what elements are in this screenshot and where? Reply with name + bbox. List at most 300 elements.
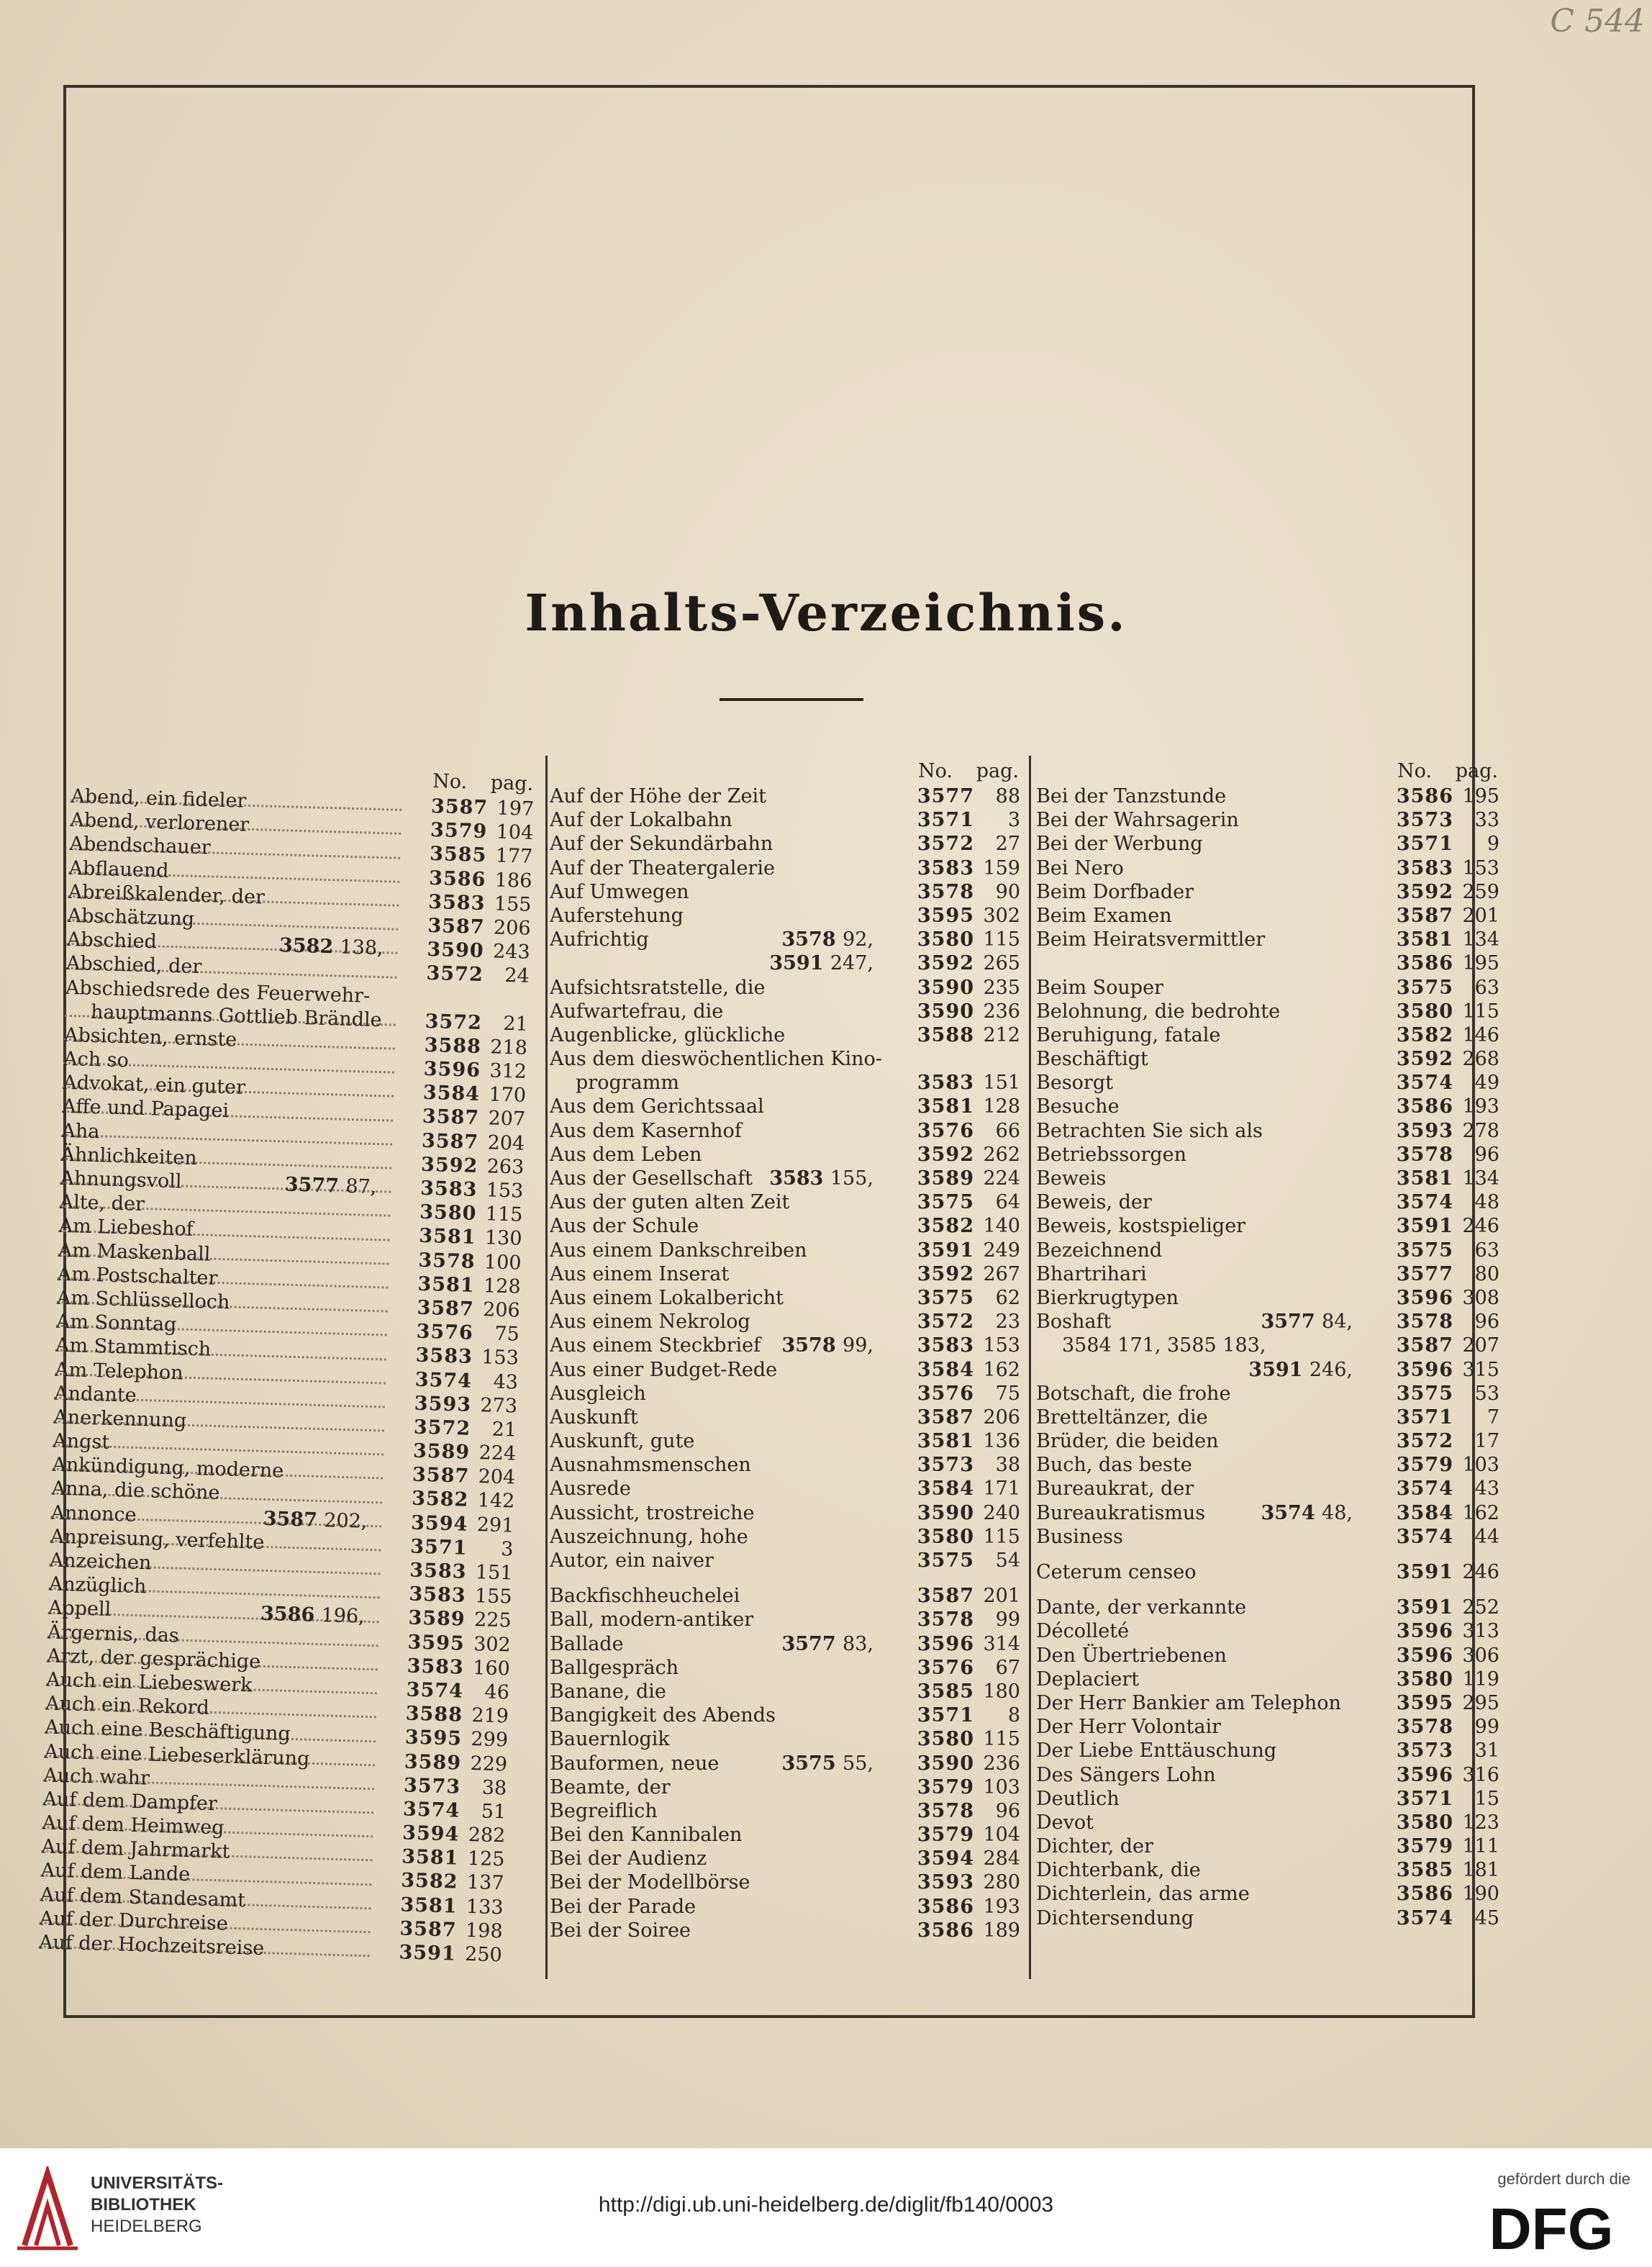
entry-title-text: Auch wahr — [42, 1764, 150, 1790]
entry-title — [550, 1775, 888, 1799]
index-entry — [550, 1071, 1025, 1095]
issue-number: 3579 — [1396, 1835, 1453, 1858]
entry-title-text: Bei Nero — [1036, 856, 1124, 879]
index-column-3 — [1036, 756, 1504, 1930]
entry-title-text: Anpreisung, verfehlte — [50, 1525, 265, 1554]
issue-number: 3594 — [410, 1511, 468, 1536]
entry-title-text: Auszeichnung, hohe — [550, 1525, 748, 1548]
issue-number: 3590 — [917, 1501, 974, 1524]
page-number: 62 — [995, 1286, 1020, 1309]
issue-number: 3596 — [917, 1632, 974, 1655]
entry-title — [550, 1919, 888, 1942]
permalink-url[interactable]: http://digi.ub.uni-heidelberg.de/diglit/fb140/0003 — [598, 2193, 1054, 2217]
index-entry — [1036, 1000, 1504, 1023]
issue-number: 3586 — [917, 1919, 974, 1942]
entry-title — [1036, 976, 1367, 1000]
entry-title-text: Dichterlein, das arme — [1036, 1883, 1250, 1906]
entry-title-text: Autor, ein naiver — [550, 1549, 714, 1572]
entry-title — [1036, 1000, 1367, 1023]
index-entry — [1036, 1560, 1504, 1584]
entry-extra-ref — [781, 1334, 873, 1357]
index-entry — [550, 1190, 1025, 1214]
index-entry — [550, 1501, 1025, 1525]
index-entry — [1036, 1406, 1504, 1429]
entry-title — [1036, 1047, 1367, 1071]
library-name-line: UNIVERSITÄTS- — [91, 2173, 224, 2193]
page-number: 243 — [492, 940, 531, 964]
page-number: 207 — [1462, 1334, 1499, 1357]
issue-number: 3589 — [917, 1167, 974, 1190]
page-number: 181 — [1462, 1859, 1499, 1882]
entry-title-text: Aus der Schule — [550, 1215, 699, 1238]
extra-page-number: 83, — [843, 1632, 873, 1655]
page-number: 3 — [500, 1537, 514, 1561]
issue-number: 3571 — [1396, 1787, 1453, 1810]
page-number: 17 — [1474, 1430, 1499, 1453]
entry-title — [550, 1870, 888, 1894]
entry-title-text: Bei der Soiree — [550, 1919, 691, 1942]
index-entry — [1036, 1262, 1504, 1286]
entry-title-text: Aus der Gesellschaft — [550, 1167, 753, 1190]
entry-title-text: Auf dem Lande — [40, 1859, 191, 1886]
page-number: 268 — [1462, 1048, 1499, 1071]
entry-title-text: Abreißkalender, der — [68, 880, 266, 909]
entry-title — [1036, 1619, 1367, 1643]
issue-number: 3595 — [407, 1631, 466, 1655]
issue-number: 3578 — [1396, 1311, 1453, 1334]
index-rows — [1036, 784, 1504, 1930]
page-number: 155 — [494, 892, 532, 916]
index-entry — [1036, 1190, 1504, 1214]
issue-number: 3581 — [417, 1272, 476, 1297]
index-entry — [1036, 1619, 1504, 1643]
index-entry — [550, 880, 1025, 904]
page-number: 170 — [489, 1083, 527, 1108]
entry-title — [550, 1453, 888, 1477]
issue-number: 3588 — [405, 1702, 463, 1727]
page-number: 259 — [1462, 880, 1499, 903]
extra-page-number: 84, — [1322, 1311, 1353, 1334]
entry-title-text: Auf der Hochzeitsreise — [38, 1931, 265, 1960]
issue-number: 3572 — [413, 1416, 471, 1440]
index-spacer — [1036, 1549, 1504, 1560]
entry-title — [550, 1047, 888, 1071]
entry-title — [1036, 1763, 1367, 1787]
page-number: 104 — [983, 1824, 1020, 1847]
entry-title — [550, 784, 888, 808]
entry-title — [1036, 1262, 1367, 1286]
issue-number: 3580 — [1396, 1000, 1453, 1023]
entry-extra-ref — [284, 1173, 376, 1200]
entry-title-text: Beruhigung, fatale — [1036, 1023, 1221, 1046]
issue-number: 3591 — [399, 1941, 457, 1965]
entry-extra-ref — [1261, 1310, 1353, 1334]
entry-title-text: Aufwartefrau, die — [550, 1000, 724, 1023]
entry-title — [1036, 1406, 1367, 1429]
index-spacer — [1036, 1584, 1504, 1596]
dfg-logo-icon — [1472, 2199, 1630, 2256]
entry-title-text: Ballgespräch — [550, 1656, 679, 1679]
index-entry — [550, 1119, 1025, 1143]
page-number: 142 — [477, 1489, 515, 1513]
page-number: 313 — [1462, 1620, 1499, 1643]
extra-page-number: 48, — [1322, 1501, 1353, 1524]
entry-title-text: Boshaft — [1036, 1311, 1112, 1334]
entry-title — [1036, 904, 1367, 928]
entry-title-text: Beweis, kostspieliger — [1036, 1215, 1246, 1238]
entry-title-text: Bei der Modellbörse — [550, 1871, 750, 1894]
entry-title-text: Bei der Audienz — [550, 1847, 707, 1870]
entry-title — [1036, 808, 1367, 832]
page-number: 3 — [1007, 809, 1020, 832]
index-entry — [550, 1429, 1025, 1453]
index-entry — [550, 1095, 1025, 1118]
page-number: 45 — [1474, 1906, 1499, 1929]
page-number: 103 — [1462, 1454, 1499, 1477]
entry-title-text: Angst — [52, 1429, 110, 1454]
entry-title — [1036, 1525, 1367, 1549]
issue-number: 3581 — [1396, 1167, 1453, 1190]
entry-title-text: Ball, modern-antiker — [550, 1608, 754, 1632]
extra-page-number: 92, — [843, 928, 873, 951]
entry-title — [550, 1214, 888, 1238]
entry-title-text: Bei der Wahrsagerin — [1036, 809, 1239, 832]
entry-title-text: 3584 171, 3585 183, — [1062, 1334, 1266, 1357]
entry-title — [1036, 1453, 1367, 1477]
page-number: 246 — [1462, 1215, 1499, 1238]
page-number: 151 — [983, 1072, 1020, 1095]
page-number: 193 — [983, 1895, 1020, 1918]
entry-title — [1036, 1906, 1367, 1930]
page-number: 206 — [983, 1406, 1020, 1429]
entry-title-text: Abend, verlorener — [70, 809, 250, 837]
index-entry — [1036, 1167, 1504, 1190]
entry-title-text: Auch eine Beschäftigung — [44, 1716, 291, 1746]
entry-title-text: Business — [1036, 1525, 1123, 1548]
page-number: 240 — [983, 1501, 1020, 1524]
index-entry — [1036, 880, 1504, 904]
issue-number: 3571 — [1396, 833, 1453, 856]
page-number: 189 — [983, 1919, 1020, 1942]
entry-title — [1036, 1239, 1367, 1262]
entry-title-text: Beim Dorfbader — [1036, 880, 1194, 903]
entry-title — [550, 976, 888, 1000]
entry-title-text: Auf der Höhe der Zeit — [550, 785, 766, 807]
issue-number: 3576 — [917, 1656, 974, 1679]
page-number: 206 — [482, 1298, 521, 1322]
entry-title — [550, 1071, 888, 1095]
entry-title — [550, 1584, 888, 1608]
entry-title-text: Der Liebe Enttäuschung — [1036, 1739, 1277, 1763]
extra-issue-number: 3578 — [781, 928, 836, 951]
entry-title — [550, 1680, 888, 1703]
index-entry — [1036, 1095, 1504, 1118]
issue-number: 3582 — [917, 1215, 974, 1238]
entry-title-text: Affe und Papagei — [61, 1095, 230, 1123]
page-number: 63 — [1474, 1239, 1499, 1262]
page-number: 195 — [1462, 952, 1499, 975]
page-number: 8 — [1007, 1704, 1020, 1727]
issue-number: 3582 — [1396, 1023, 1453, 1046]
issue-number: 3592 — [917, 952, 974, 975]
entry-title — [1036, 928, 1367, 951]
issue-number: 3582 — [400, 1869, 458, 1894]
page-number: 160 — [472, 1656, 511, 1680]
entry-title — [550, 1406, 888, 1429]
library-name-line: BIBLIOTHEK — [91, 2195, 196, 2214]
index-entry — [550, 1286, 1025, 1310]
issue-number: 3588 — [917, 1023, 974, 1046]
extra-issue-number: 3577 — [284, 1173, 340, 1198]
issue-number: 3573 — [917, 1454, 974, 1477]
issue-number: 3571 — [917, 809, 974, 832]
issue-number: 3583 — [917, 1334, 974, 1357]
entry-title-text: Abendschauer — [69, 833, 212, 859]
entry-extra-ref — [263, 1506, 368, 1533]
issue-number: 3580 — [1396, 1668, 1453, 1691]
entry-title-text: Auch eine Liebeserklärung — [43, 1739, 310, 1770]
index-entry — [550, 856, 1025, 880]
entry-title-text: Auferstehung — [550, 904, 684, 927]
page-number: 282 — [468, 1824, 506, 1847]
page-number: 134 — [1462, 1167, 1499, 1190]
entry-title — [1036, 856, 1367, 880]
column-header — [550, 756, 1025, 784]
index-entry — [550, 1406, 1025, 1429]
page-number: 224 — [478, 1442, 517, 1465]
index-entry — [550, 1919, 1025, 1942]
page-number: 302 — [473, 1632, 512, 1657]
entry-title-text: Am Postschalter — [57, 1262, 218, 1290]
page-number: 103 — [983, 1775, 1020, 1798]
entry-title-text: Beweis, der — [1036, 1191, 1152, 1214]
entry-title-text: Aussicht, trostreiche — [550, 1501, 755, 1524]
entry-title-text: Aus dem dieswöchentlichen Kino- — [550, 1048, 882, 1071]
extra-page-number: 87, — [345, 1175, 377, 1199]
entry-title-text: Aus einem Steckbrief — [550, 1334, 761, 1357]
issue-number: 3586 — [428, 866, 486, 891]
entry-title-text: Des Sängers Lohn — [1036, 1763, 1216, 1786]
entry-title-text: Ankündigung, moderne — [52, 1453, 284, 1483]
page-number: 99 — [995, 1608, 1020, 1632]
index-entry — [550, 1023, 1025, 1047]
index-rows — [38, 784, 538, 1968]
entry-title-text: Beweis — [1036, 1167, 1107, 1190]
index-column-2 — [550, 756, 1025, 1942]
issue-number: 3592 — [1396, 880, 1453, 903]
entry-title-text: hauptmanns Gottlieb Brändle — [90, 1000, 383, 1031]
index-entry — [1036, 1501, 1504, 1525]
page-number: 236 — [983, 1752, 1020, 1775]
issue-number: 3572 — [1396, 1430, 1453, 1453]
entry-title-text: Bei der Werbung — [1036, 833, 1203, 856]
entry-title-text: Der Herr Bankier am Telephon — [1036, 1691, 1341, 1714]
entry-title — [1036, 1882, 1367, 1906]
entry-title-text: Dichtersendung — [1036, 1906, 1194, 1929]
extra-page-number: 55, — [843, 1752, 873, 1775]
page-number: 218 — [489, 1036, 528, 1059]
page-number: 151 — [475, 1561, 513, 1585]
issue-number: 3593 — [1396, 1119, 1453, 1142]
entry-title-text: Anerkennung — [53, 1406, 187, 1432]
issue-number: 3583 — [407, 1655, 465, 1679]
extra-page-number: 202, — [323, 1508, 368, 1533]
entry-title-text: Beamte, der — [550, 1775, 671, 1798]
index-entry — [1036, 1119, 1504, 1143]
entry-title-text: Beim Examen — [1036, 904, 1172, 927]
page-number: 104 — [496, 820, 534, 845]
entry-title-text: Ausrede — [550, 1478, 631, 1501]
issue-number: 3596 — [423, 1057, 481, 1082]
issue-number: 3587 — [1396, 1334, 1453, 1357]
index-entry — [550, 808, 1025, 832]
page-number: 204 — [478, 1465, 516, 1489]
issue-number: 3593 — [414, 1392, 472, 1416]
entry-title-text: Dante, der verkannte — [1036, 1596, 1247, 1619]
index-entry — [1036, 1858, 1504, 1882]
issue-number: 3587 — [417, 1296, 475, 1321]
entry-title-text: Abschiedsrede des Feuerwehr- — [65, 976, 371, 1008]
index-entry — [1036, 1023, 1504, 1047]
page-number: 64 — [995, 1191, 1020, 1214]
entry-title-text: Brüder, die beiden — [1036, 1430, 1219, 1453]
page-number: 198 — [465, 1919, 504, 1943]
issue-number: 3595 — [404, 1726, 463, 1750]
issue-number: 3587 — [917, 1406, 974, 1429]
entry-title-text: Auf der Durchreise — [39, 1907, 229, 1935]
header-pag: pag. — [976, 760, 1019, 782]
issue-number: 3590 — [917, 976, 974, 999]
page-number: 96 — [995, 1799, 1020, 1822]
issue-number: 3581 — [917, 1095, 974, 1118]
entry-title-text: Dichterbank, die — [1036, 1859, 1201, 1882]
issue-number: 3590 — [427, 938, 485, 963]
index-entry — [550, 1799, 1025, 1823]
issue-number: 3578 — [418, 1249, 476, 1273]
entry-title-text: Botschaft, die frohe — [1036, 1382, 1231, 1405]
index-entry — [550, 1143, 1025, 1167]
page-number: 80 — [1474, 1262, 1499, 1285]
page-number: 153 — [983, 1334, 1020, 1357]
entry-title-text: Aus einem Lokalbericht — [550, 1286, 784, 1309]
entry-title — [1036, 1095, 1367, 1118]
entry-title — [550, 1525, 888, 1549]
page-number: 66 — [995, 1119, 1020, 1142]
entry-title-text: Am Stammtisch — [55, 1334, 212, 1362]
entry-title — [550, 1549, 888, 1573]
page-number: 33 — [1474, 809, 1499, 832]
page-number: 273 — [480, 1393, 518, 1418]
extra-page-number: 196, — [321, 1604, 366, 1629]
entry-title — [550, 1239, 888, 1262]
page-number: 171 — [983, 1478, 1020, 1501]
index-entry — [550, 1727, 1025, 1751]
index-entry — [550, 1823, 1025, 1847]
entry-title-text: Beim Souper — [1036, 976, 1163, 999]
page-number: 204 — [487, 1131, 525, 1155]
index-entry — [1036, 1668, 1504, 1691]
index-entry — [550, 1608, 1025, 1632]
entry-title — [550, 856, 888, 880]
index-entry — [1036, 1596, 1504, 1619]
index-entry — [1036, 904, 1504, 928]
entry-title-text: programm — [576, 1072, 679, 1095]
entry-title — [1036, 1143, 1367, 1167]
page-number: 49 — [1474, 1072, 1499, 1095]
page-number: 262 — [983, 1143, 1020, 1166]
page-number: 246 — [1462, 1561, 1499, 1583]
page-number: 136 — [983, 1430, 1020, 1453]
issue-number: 3587 — [412, 1463, 470, 1488]
header-no: No. — [1397, 760, 1432, 782]
entry-title-text: Auskunft — [550, 1406, 638, 1429]
issue-number: 3576 — [416, 1320, 474, 1345]
dfg-caption: gefördert durch die — [1497, 2170, 1630, 2188]
entry-title-text: Aus einem Nekrolog — [550, 1311, 750, 1334]
entry-extra-ref — [1248, 1358, 1353, 1382]
entry-title — [550, 1000, 888, 1023]
page-number: 128 — [983, 1095, 1020, 1118]
page-number: 67 — [995, 1656, 1020, 1679]
issue-number: 3579 — [430, 819, 488, 843]
viewer-footer — [0, 2148, 1652, 2267]
entry-title-text: Anzeichen — [49, 1549, 152, 1575]
page-number: 180 — [983, 1680, 1020, 1703]
index-entry — [1036, 1691, 1504, 1715]
entry-title-text: Deplaciert — [1036, 1668, 1140, 1691]
header-no: No. — [432, 770, 468, 794]
issue-number: 3589 — [404, 1750, 462, 1775]
entry-title — [550, 1847, 888, 1870]
entry-title-text: Dichter, der — [1036, 1835, 1153, 1858]
issue-number: 3572 — [917, 1311, 974, 1334]
entry-title-text: Betriebssorgen — [1036, 1143, 1186, 1166]
entry-title-text: Bauformen, neue — [550, 1752, 720, 1775]
page-number: 224 — [983, 1167, 1020, 1190]
page-number: 115 — [983, 928, 1020, 951]
page-number: 96 — [1474, 1143, 1499, 1166]
entry-extra-ref — [769, 951, 873, 975]
entry-title — [1036, 1691, 1367, 1715]
issue-number: 3574 — [1396, 1072, 1453, 1095]
entry-title-text: Auf dem Jahrmarkt — [41, 1835, 230, 1863]
entry-extra-ref — [781, 1632, 873, 1656]
entry-title-text: Ausgleich — [550, 1382, 646, 1405]
index-entry — [550, 1870, 1025, 1894]
page-number: 31 — [1474, 1739, 1499, 1763]
entry-title-text: Abschätzung — [67, 904, 195, 931]
page-number: 153 — [1462, 856, 1499, 879]
index-entry — [550, 1262, 1025, 1286]
entry-title-text: Auf dem Dampfer — [42, 1788, 218, 1816]
index-entry — [1036, 1787, 1504, 1811]
page-number: 249 — [983, 1239, 1020, 1262]
entry-title-text: Aus dem Leben — [550, 1143, 702, 1166]
entry-title-text: Aus einer Budget-Rede — [550, 1358, 778, 1381]
entry-title-text: Abschied — [66, 928, 158, 954]
entry-title-text: Am Telephon — [54, 1358, 184, 1385]
issue-number: 3583 — [917, 856, 974, 879]
entry-title — [550, 1501, 888, 1525]
entry-title-text: Abschied, der — [65, 952, 202, 979]
issue-number: 3574 — [1396, 1191, 1453, 1214]
page-number: 115 — [1462, 1000, 1499, 1023]
entry-title-text: Deutlich — [1036, 1787, 1120, 1810]
entry-title — [1036, 1560, 1367, 1584]
page-number: 291 — [476, 1513, 514, 1537]
page-number: 219 — [471, 1704, 509, 1728]
page-number: 38 — [995, 1454, 1020, 1477]
